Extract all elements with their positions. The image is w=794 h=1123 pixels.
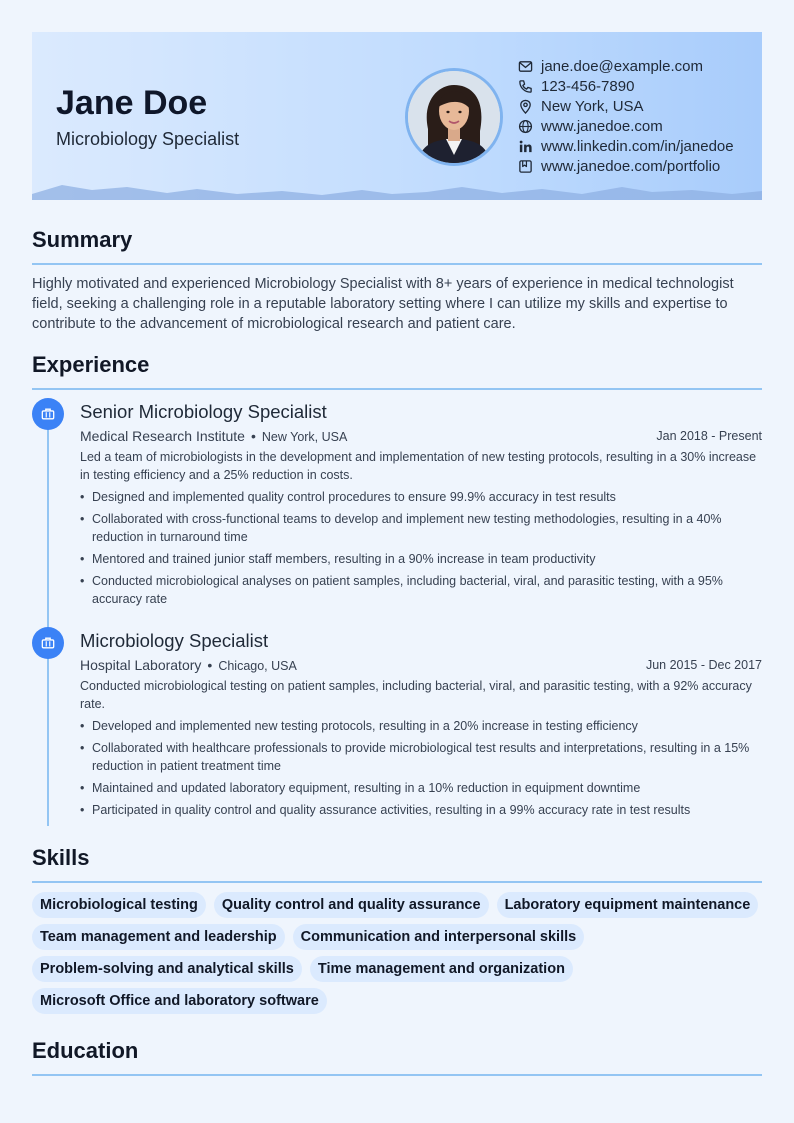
meta-separator: •: [250, 428, 256, 444]
contact-website-text: www.janedoe.com: [541, 117, 663, 135]
contact-email[interactable]: [518, 56, 734, 76]
education-heading: Education: [32, 1038, 139, 1063]
contact-location: [518, 96, 734, 116]
job-company: Hospital Laboratory: [80, 657, 202, 673]
location-pin-icon: [518, 99, 533, 114]
job-bullet: • Designed and implemented quality control procedures to ensure 99.9% accuracy in test results: [80, 488, 762, 506]
summary-divider: [32, 263, 762, 265]
skill-chip: Quality control and quality assurance: [214, 892, 489, 918]
contact-linkedin-text: www.linkedin.com/in/janedoe: [541, 137, 734, 155]
job-bullet: • Collaborated with cross-functional teams to develop and implement new testing methodologies, resulting in a 40% reduction in turnaround time: [80, 510, 762, 546]
skills-heading: Skills: [32, 845, 90, 870]
meta-separator: •: [207, 657, 213, 673]
candidate-title: Microbiology Specialist: [56, 129, 240, 149]
contact-email-text: jane.doe@example.com: [541, 57, 703, 75]
job-title: Senior Microbiology Specialist: [80, 401, 327, 422]
job-bullet: • Collaborated with healthcare professionals to provide microbiological test results and interpretations, resulting in a 15% reduction in patient treatment time: [80, 739, 762, 775]
skills-divider: [32, 881, 762, 883]
job-entry: [80, 400, 762, 612]
job-location: New York, USA: [261, 430, 348, 444]
job-bullets: [80, 488, 762, 608]
job-dates: Jan 2018 - Present: [656, 429, 762, 443]
summary-heading: Summary: [32, 227, 133, 252]
contact-location-text: New York, USA: [541, 97, 644, 115]
skill-chip: Team management and leadership: [32, 924, 285, 950]
job-bullet: • Maintained and updated laboratory equipment, resulting in a 10% reduction in equipment downtime: [80, 779, 762, 797]
contact-linkedin[interactable]: [518, 136, 734, 156]
skill-chip: Time management and organization: [310, 956, 573, 982]
contact-website[interactable]: [518, 116, 734, 136]
contact-portfolio[interactable]: [518, 156, 734, 176]
job-entry: [80, 629, 762, 823]
skill-chip: Microsoft Office and laboratory software: [32, 988, 327, 1014]
job-meta: [80, 655, 762, 675]
briefcase-icon: [41, 636, 55, 650]
timeline-marker: [32, 627, 64, 659]
education-divider: [32, 1074, 762, 1076]
job-description: Conducted microbiological testing on patient samples, including bacterial, viral, and parasitic testing, with a 92% accuracy rate.: [80, 679, 752, 711]
job-location: Chicago, USA: [218, 659, 297, 673]
contact-list: [518, 56, 734, 176]
candidate-name: Jane Doe: [56, 84, 208, 122]
envelope-icon: [518, 59, 533, 74]
contact-phone[interactable]: [518, 76, 734, 96]
job-title: Microbiology Specialist: [80, 630, 269, 651]
skill-chip: Problem-solving and analytical skills: [32, 956, 302, 982]
avatar: [405, 68, 503, 166]
job-meta: [80, 426, 762, 446]
globe-icon: [518, 119, 533, 134]
contact-portfolio-text: www.janedoe.com/portfolio: [541, 157, 721, 175]
linkedin-icon: [518, 139, 533, 154]
job-description: Led a team of microbiologists in the development and implementation of new testing protocols, resulting in a 30% increase in testing efficiency and a 25% reduction in costs.: [80, 450, 757, 482]
portfolio-icon: [518, 159, 533, 174]
job-bullets: [80, 717, 762, 819]
job-company: Medical Research Institute: [80, 428, 245, 444]
skill-chip: Communication and interpersonal skills: [293, 924, 585, 950]
mountain-decoration: [32, 184, 762, 200]
job-bullet: • Mentored and trained junior staff members, resulting in a 90% increase in team productivity: [80, 550, 762, 568]
contact-phone-text: 123-456-7890: [541, 77, 635, 95]
experience-heading: Experience: [32, 352, 150, 377]
timeline-marker: [32, 398, 64, 430]
skill-chip: Laboratory equipment maintenance: [497, 892, 759, 918]
experience-timeline-line: [47, 414, 49, 826]
job-bullet: • Developed and implemented new testing protocols, resulting in a 20% increase in testing efficiency: [80, 717, 762, 735]
job-bullet: • Conducted microbiological analyses on patient samples, including bacterial, viral, and parasitic testing, with a 95% accuracy rate: [80, 572, 762, 608]
phone-icon: [518, 79, 533, 94]
briefcase-icon: [41, 407, 55, 421]
summary-text: Highly motivated and experienced Microbiology Specialist with 8+ years of experience in medical technologist field, seeking a challenging role in a reputable laboratory setting where I can utilize my skills and expertise to contribute to the advancement of microbiological research and patient care.: [32, 276, 734, 332]
skill-chip: Microbiological testing: [32, 892, 206, 918]
resume-header: [32, 32, 762, 200]
skills-list: [32, 892, 762, 1014]
job-bullet: • Participated in quality control and quality assurance activities, resulting in a 99% accuracy rate in test results: [80, 801, 762, 819]
job-dates: Jun 2015 - Dec 2017: [645, 658, 762, 672]
experience-divider: [32, 388, 762, 390]
profile-photo: [408, 71, 500, 163]
